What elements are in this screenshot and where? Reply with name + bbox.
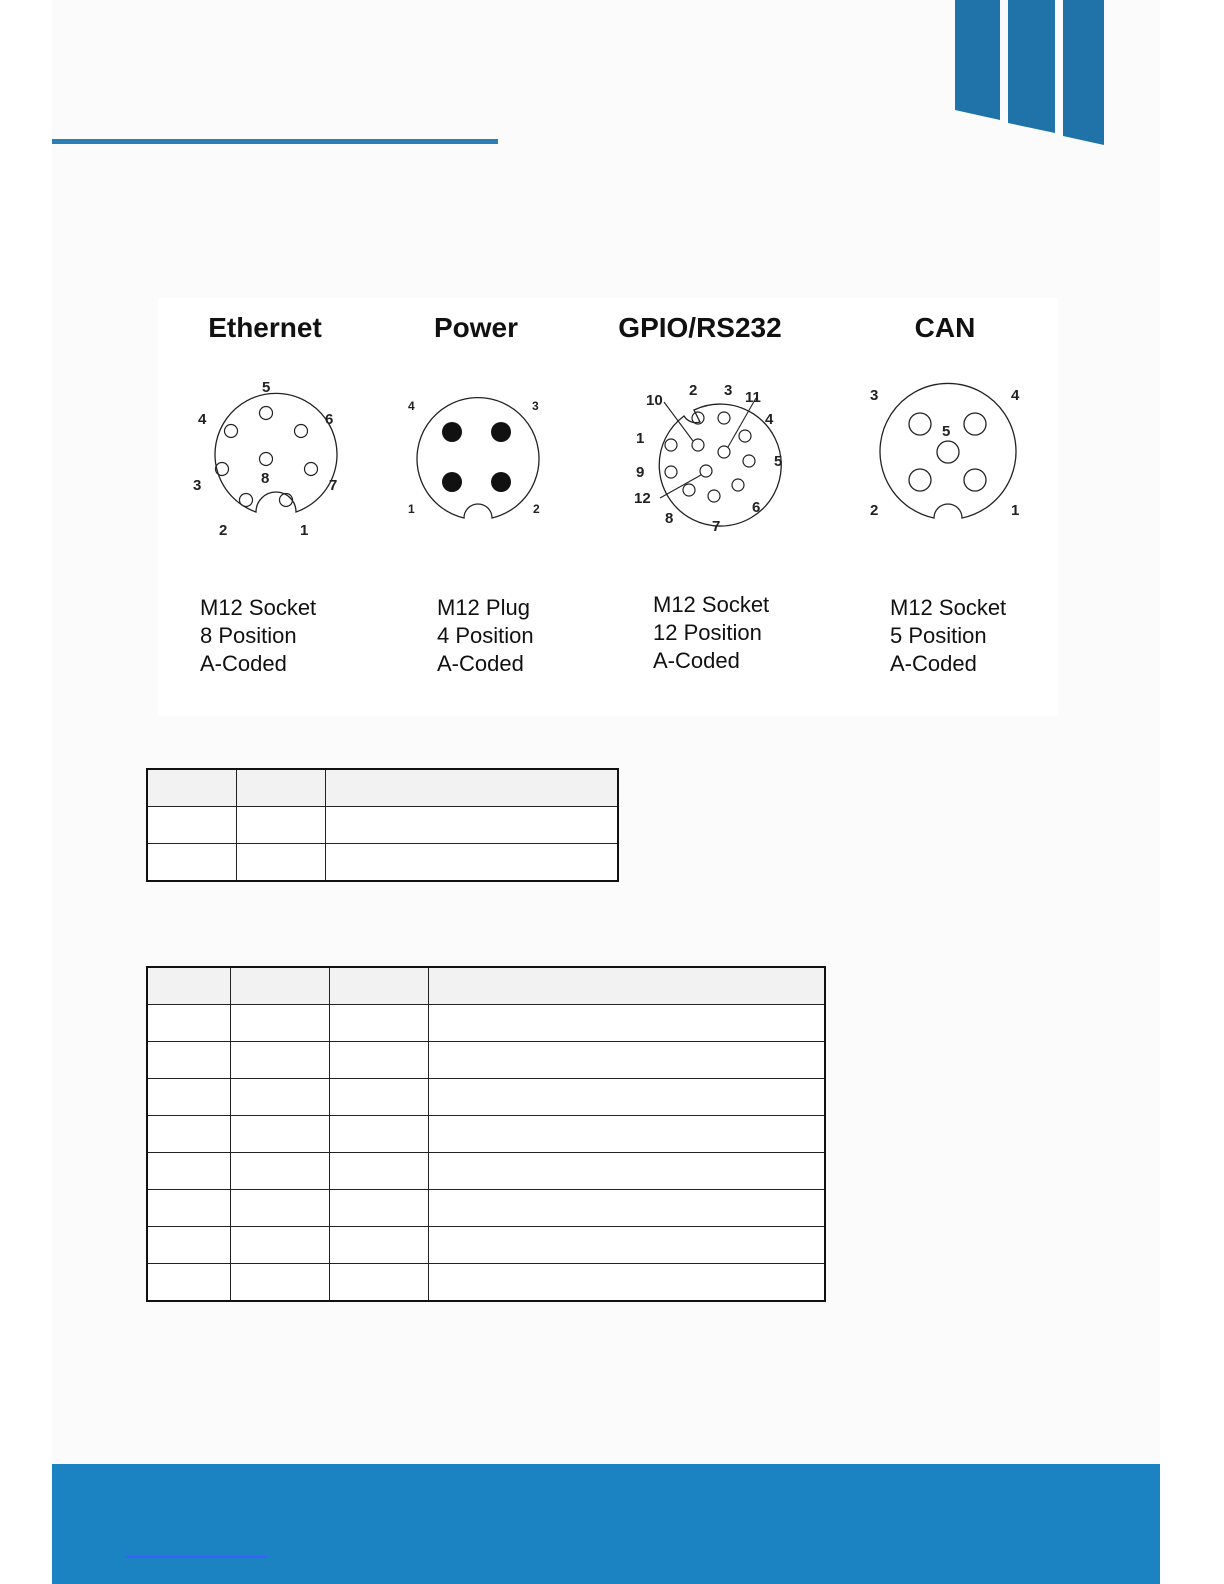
pin-label: 3 [870,387,879,404]
table-row [147,1079,825,1116]
table-header-row [147,769,618,807]
pin-label: 4 [198,411,207,428]
table-cell [330,1042,429,1079]
table-row [147,1227,825,1264]
table-cell [429,1190,826,1227]
pin-label: 6 [325,411,334,428]
table-1 [146,768,619,882]
pin-label: 10 [646,392,663,409]
pin-label: 1 [300,522,309,539]
table-cell [429,1079,826,1116]
table-cell [147,1079,231,1116]
power-title: Power [433,312,519,343]
pin-label: 11 [745,389,761,406]
pin-label: 2 [870,502,879,519]
pin-label: 2 [689,382,698,399]
description-line: M12 Socket [653,592,770,617]
pin-label: 6 [752,499,761,516]
table-row [147,1005,825,1042]
table-cell [231,1116,330,1153]
description-line: 12 Position [653,620,762,645]
table-cell [231,1079,330,1116]
table-cell [330,1005,429,1042]
table-row [147,1190,825,1227]
pin-label: 8 [261,470,270,487]
pin-label: 5 [262,379,271,396]
table-cell [231,1264,330,1302]
pin-label: 4 [1011,387,1020,404]
table-cell [429,1153,826,1190]
table-cell [147,1153,231,1190]
pin-label: 12 [634,490,651,507]
table-cell [147,1116,231,1153]
table-row [147,1153,825,1190]
description-line: 5 Position [890,623,987,648]
pin-label: 5 [942,423,951,440]
pin-label: 8 [665,510,674,527]
table-row [147,1264,825,1302]
table-cell [237,769,326,807]
pin-label: 3 [532,399,539,413]
description-line: M12 Socket [200,595,317,620]
pin-label: 3 [724,382,733,399]
table-cell [147,844,237,882]
table-cell [429,967,826,1005]
table-cell [231,1227,330,1264]
ethernet-description [200,594,316,678]
table-2 [146,966,826,1302]
table-row [147,807,618,844]
power-description [437,594,534,678]
pin-label: 3 [193,477,202,494]
pin-label: 9 [636,464,645,481]
can-title: CAN [914,312,976,343]
table-row [147,844,618,882]
pin-label: 1 [408,502,415,516]
footer-link-underline[interactable] [126,1556,267,1558]
table-cell [147,769,237,807]
pin-label: 1 [636,430,645,447]
table-cell [330,967,429,1005]
pin-label: 7 [329,477,338,494]
table-cell [330,1264,429,1302]
table-row [147,1042,825,1079]
table-cell [429,1227,826,1264]
table-cell [330,1153,429,1190]
ethernet-title: Ethernet [208,312,322,343]
description-line: A-Coded [437,651,524,676]
table-cell [326,844,619,882]
pin-label: 5 [774,453,783,470]
table-header-row [147,967,825,1005]
pin-label: 4 [408,399,415,413]
table-cell [326,807,619,844]
pin-label: 1 [1011,502,1020,519]
table-cell [330,1227,429,1264]
footer-band [52,1464,1160,1584]
header-accent-rule [52,139,498,144]
table-cell [330,1116,429,1153]
description-line: 4 Position [437,623,534,648]
table-cell [429,1264,826,1302]
table-cell [147,1005,231,1042]
gpio-rs232-description [653,591,769,675]
connector-pinout-figure [158,298,1058,716]
table-cell [330,1190,429,1227]
pin-label: 7 [712,518,721,535]
description-line: A-Coded [890,651,977,676]
pin-label: 4 [765,411,774,428]
table-cell [147,1190,231,1227]
table-row [147,1116,825,1153]
table-cell [237,844,326,882]
gpio-rs232-socket-diagram [628,368,798,548]
table-cell [429,1005,826,1042]
can-socket-diagram [864,368,1034,548]
power-plug-diagram [398,368,558,548]
table-cell [231,967,330,1005]
brand-logo [950,0,1110,150]
table-cell [147,1264,231,1302]
pin-label: 2 [219,522,228,539]
description-line: M12 Socket [890,595,1007,620]
table-cell [429,1116,826,1153]
table-cell [147,1227,231,1264]
description-line: A-Coded [653,648,740,673]
table-cell [147,967,231,1005]
table-cell [231,1005,330,1042]
description-line: M12 Plug [437,595,530,620]
table-cell [231,1190,330,1227]
table-cell [147,807,237,844]
description-line: A-Coded [200,651,287,676]
description-line: 8 Position [200,623,297,648]
table-cell [330,1079,429,1116]
gpio-rs232-title: GPIO/RS232 [618,312,782,343]
table-cell [231,1042,330,1079]
table-cell [429,1042,826,1079]
table-cell [326,769,619,807]
table-cell [147,1042,231,1079]
table-cell [237,807,326,844]
pin-label: 2 [533,502,540,516]
can-description [890,594,1006,678]
table-cell [231,1153,330,1190]
ethernet-socket-diagram [186,368,386,548]
